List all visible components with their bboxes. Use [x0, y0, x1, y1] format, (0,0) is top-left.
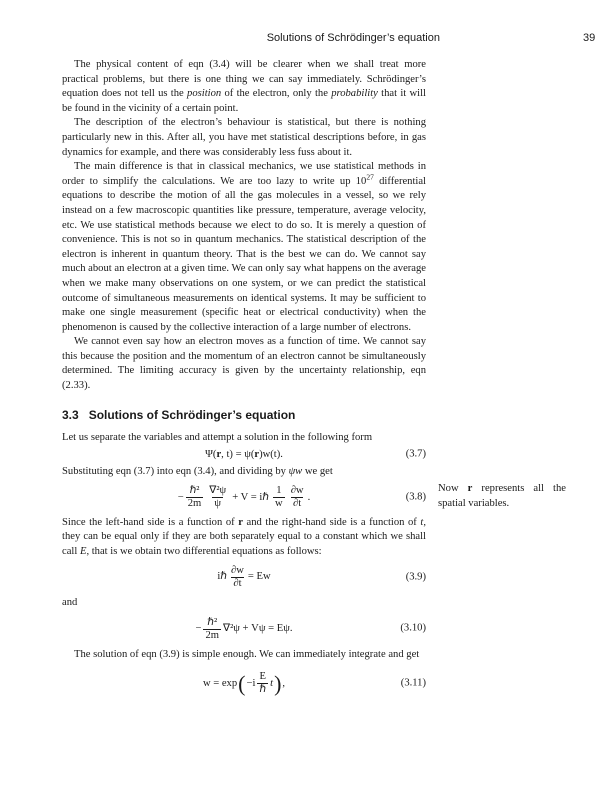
running-title: Solutions of Schrödinger’s equation — [266, 32, 440, 44]
page-number: 39 — [583, 32, 596, 44]
equation-3-7: Ψ( r , t) = ψ( r )w(t). (3.7) — [62, 445, 426, 465]
text-substituting: Substituting eqn (3.7) into eqn (3.4), and dividing by ψw we get — [62, 466, 333, 478]
equation-number: (3.7) — [405, 448, 426, 460]
equation-3-11: w = exp ( −i $\frac{E}{\text{ℏ}}$ t ) , (3.11) — [202, 670, 426, 696]
equation-3-10: − $\frac{\text{ℏ²}}{2m}$ ∇²ψ + Vψ = Eψ. (3.10) — [195, 616, 426, 641]
equation-3-9: iℏ $\frac{\partial w}{\partial t}$ = Ew (3.9) — [217, 565, 426, 590]
section-title: Solutions of Schrödinger’s equation — [88, 407, 296, 422]
margin-note: Now r represents all the spatial variables. — [438, 483, 566, 509]
text-and: and — [62, 596, 78, 608]
paragraph-3: The main difference is that in classical mechanics, we use statistical methods in order to simplify the calculations. We are too lazy to write up $10^{27}$ differential equations to describe the motion of all the gas molecules in a vessel, so we rely instead on a few macroscopic quantities like pressure, temperature, average velocity, etc. We use statistical methods because we elect to do so. It is merely a question of convenience. This is not so in quantum mechanics. The statistical description of the electron is inherent in quantum theory. That is the best we can do. We cannot say much about an electron at a given time. We can only say what happens on the average when we make many observations on one system, or we can predict the statistical outcome of simultaneous measurements on identical systems. It may be sufficient to make one single measurement (specific heat or electrical conductivity) when the phenomenon is caused by the collective interaction of a large number of electrons. — [62, 161, 427, 333]
equation-3-8: − $\frac{\text{ℏ²}}{2m}$ $\frac{\text{∇²ψ}}{\psi}$ + V = iℏ $\frac{1}{w}$ $\frac{\partial w}{\partial t}$ . (3.8) — [177, 485, 426, 510]
equation-number: (3.10) — [400, 622, 426, 634]
main-text-column — [62, 58, 426, 705]
paragraph-4: We cannot even say how an electron moves as a function of time. We cannot say this because the position and the momentum of an electron cannot be simultaneously determined. The limiting accuracy is given by the uncertainty relationship, eqn (2.33). — [62, 336, 426, 392]
equation-number: (3.8) — [405, 491, 426, 503]
text-since: Since the left-hand side is a function of r and the right-hand side is a function of t, they can be equal only if they are both separately equal to a constant which we shall call E, that is we obtain two differential equations as follows: — [62, 516, 426, 558]
equation-number: (3.9) — [405, 571, 426, 583]
section-heading — [62, 408, 426, 423]
section-number: 3.3 — [62, 407, 79, 422]
text-separate-variables: Let us separate the variables and attempt a solution in the following form — [62, 431, 373, 443]
text-solution: The solution of eqn (3.9) is simple enough. We can immediately integrate and get — [74, 649, 420, 661]
paragraph-1: The physical content of eqn (3.4) will be clearer when we shall treat more practical problems, but there is one thing we can say immediately. Schrödinger’s equation does not tell us the position of the electron, only the probability that it will be found in the vicinity of a certain point. — [62, 59, 426, 114]
paragraph-2: The description of the electron’s behaviour is statistical, but there is nothing particularly new in this. After all, you have met statistical descriptions before, in gas dynamics for example, and there was considerably less fuss about it. — [62, 117, 426, 158]
equation-number: (3.11) — [400, 677, 426, 689]
